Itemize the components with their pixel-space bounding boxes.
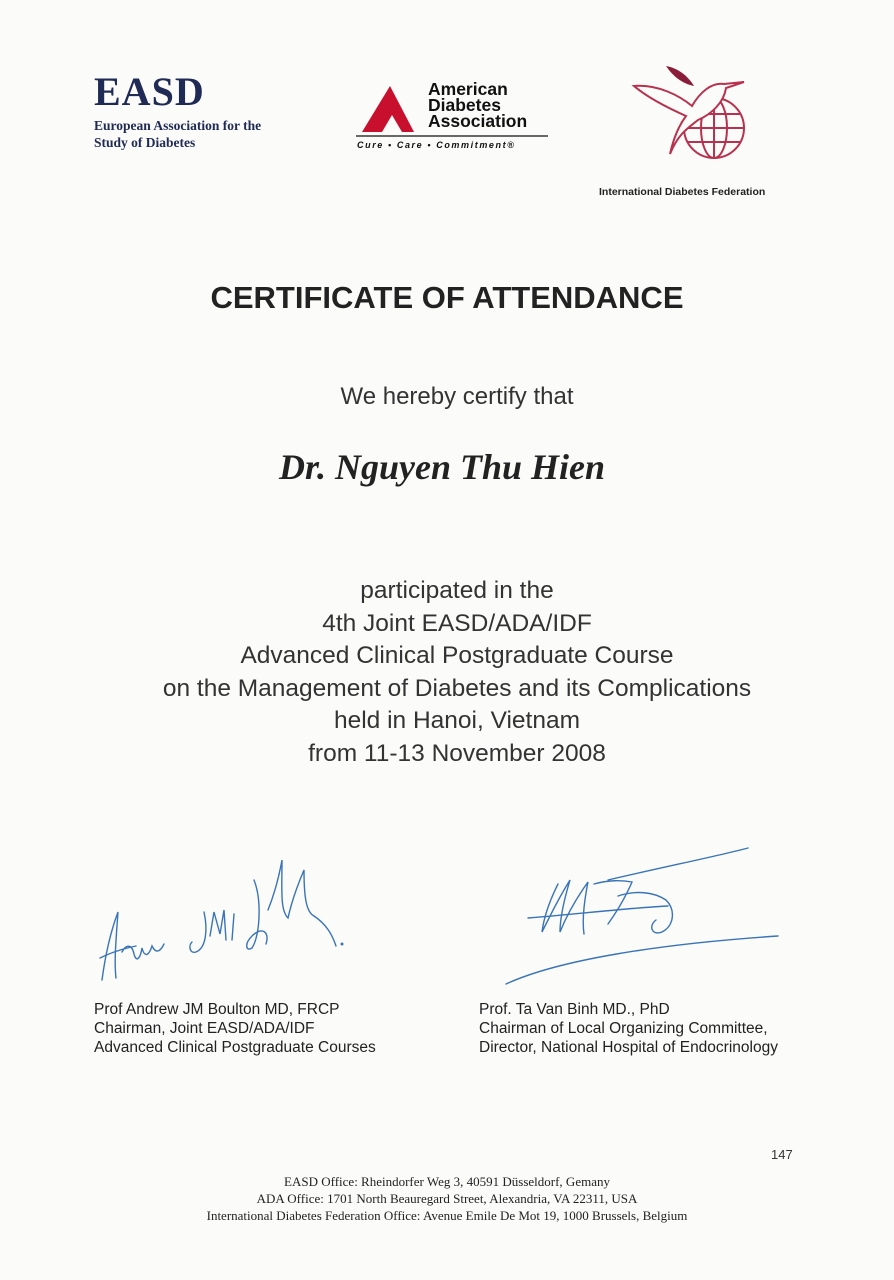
easd-logo-title: EASD	[94, 69, 205, 114]
easd-logo-subtitle	[94, 117, 261, 151]
ada-line1: American	[428, 79, 508, 99]
body-line: on the Management of Diabetes and its Complications	[162, 674, 752, 702]
certify-statement: We hereby certify that	[340, 383, 574, 410]
recipient-name: Dr. Nguyen Thu Hien	[278, 447, 606, 487]
signatory-1	[94, 1000, 376, 1057]
idf-bird-globe-icon	[628, 62, 750, 166]
body-line: 4th Joint EASD/ADA/IDF	[322, 609, 592, 637]
footer-line: International Diabetes Federation Office: Avenue Emile De Mot 19, 1000 Brussels, Belgium	[206, 1208, 688, 1223]
signatory-role: Advanced Clinical Postgraduate Courses	[94, 1039, 376, 1056]
signatory-name: Prof Andrew JM Boulton MD, FRCP	[94, 1001, 340, 1018]
ada-line2: Diabetes	[428, 95, 501, 115]
ada-logo-text	[428, 81, 527, 129]
footer-addresses	[0, 1173, 894, 1224]
body-line: participated in the	[360, 577, 554, 604]
signatory-name: Prof. Ta Van Binh MD., PhD	[479, 1001, 670, 1018]
idf-logo-label: International Diabetes Federation	[599, 186, 766, 198]
easd-subtitle-line1: European Association for the	[94, 118, 262, 133]
body-line: from 11-13 November 2008	[308, 739, 606, 767]
body-line: held in Hanoi, Vietnam	[333, 707, 581, 734]
signature-ta-van-binh	[498, 840, 788, 990]
certificate-title: CERTIFICATE OF ATTENDANCE	[210, 280, 684, 315]
signatory-2	[479, 1000, 778, 1057]
signatory-role: Chairman of Local Organizing Committee,	[479, 1020, 768, 1037]
signatory-role: Chairman, Joint EASD/ADA/IDF	[94, 1020, 315, 1037]
ada-tagline: Cure • Care • Commitment®	[357, 140, 516, 150]
signature-boulton	[92, 840, 352, 990]
footer-line: EASD Office: Rheindorfer Weg 3, 40591 Düsseldorf, Gemany	[284, 1174, 610, 1189]
page-number: 147	[771, 1147, 793, 1162]
signatory-role: Director, National Hospital of Endocrinology	[479, 1039, 778, 1056]
body-line: Advanced Clinical Postgraduate Course	[240, 642, 674, 669]
ada-line3: Association	[428, 111, 528, 131]
footer-line: ADA Office: 1701 North Beauregard Street, Alexandria, VA 22311, USA	[256, 1191, 638, 1206]
certificate-body	[0, 575, 894, 770]
easd-subtitle-line2: Study of Diabetes	[94, 135, 196, 150]
